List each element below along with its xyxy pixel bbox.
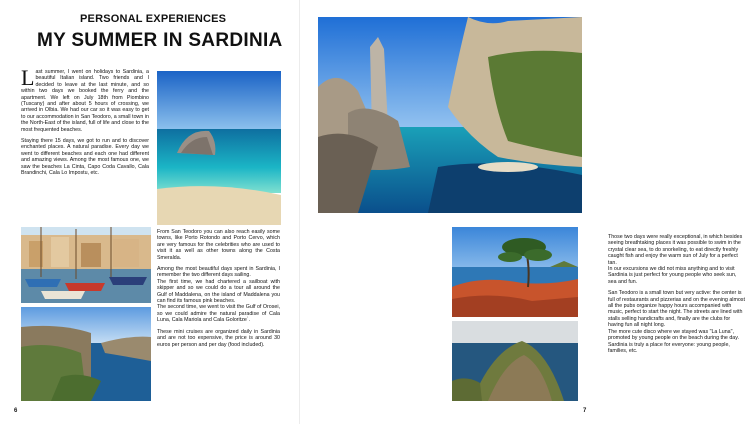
dropcap: L (21, 65, 35, 90)
paragraph: San Teodoro is a small town but very active: the center is full of restaurants and pizzerias and on the evening almost all the pubs organize happy hours accompanied with music, perfect to start the night. The streets are lined with stalls selling handicrafts and, finally are the clubs for having fun all night long. The more cute disco where we stayed was "La Luna", promoted by young people on the beach during the day. Sardinia is truly a place for everyone: young people, families, etc. (608, 290, 745, 354)
right-page (300, 0, 745, 424)
article-column-3 (608, 234, 746, 359)
article-column-1 (21, 65, 149, 182)
paragraph: Those two days were really exceptional, in which besides seeing breathtaking places it was possible to swim in the crystal clear sea, to do snorkeling, to eat directly freshly caught fish and enjoy the warm sun of July for a perfect tan. In our excursions we did not miss anything and to visit Sardinia is just perfect for young people who seek sun, sea and fun. (608, 234, 743, 285)
cove-panorama-photo (318, 17, 582, 213)
rocky-coast-photo (452, 321, 578, 401)
paragraph: ast summer, I went on holidays to Sardinia, a beautiful Italian island. Two friends and I decided to leave at the last minute, and so within two days we booked the ferry and the apartment. We left on July 18th from Piombino (Tuscany) and after about 5 hours of crossing, we arrived in Olbia. We had our car so it was easy to get to our accommodation in San Teodoro, a small town in the North-East of the island, full of life and close to the most frequented beaches. (21, 69, 149, 133)
paragraph: From San Teodoro you can also reach easily some towns, like Porto Rotondo and Porto Cervo, which are very famous for the celebrities who are used to visit it as well as other towns along the Costa Smeralda. (157, 229, 280, 261)
page-number-left: 6 (14, 408, 18, 414)
paragraph: Among the most beautiful days spent in Sardinia, I remember the two different days sailing. The first time, we had chartered a sailboat with skipper and so we could do a tour all around the Gulf of Maddalena, on the island of Maddalena you can find its famous pink beaches. The second time, we went to visit the Gulf of Orosei, so we could admire the natural paradise of Cala Luna, Cala Mariola and Cala Goloritze`. (157, 266, 280, 324)
section-kicker: PERSONAL EXPERIENCES (80, 13, 227, 25)
article-column-2 (157, 229, 280, 353)
harbour-boats-photo (21, 227, 151, 303)
page-number-right: 7 (583, 408, 587, 414)
coastal-cliff-photo (21, 307, 151, 401)
beach-rock-photo (157, 71, 281, 225)
paragraph: These mini cruises are organized daily in Sardinia and are not too expensive, the price is around 30 euros per person and per day (food included). (157, 328, 280, 348)
left-page (0, 0, 300, 424)
paragraph: Staying there 15 days, we got to run and to discover enchanted places. A natural paradise. Every day we went to different beaches and each one had different and amazing views. Among the most famous one, we saw the beaches La Cinta, Capo Coda Cavallo, Cala Brandinchi, Cala Lo Impostu, etc. (21, 138, 149, 177)
article-title: MY SUMMER IN SARDINIA (37, 30, 283, 51)
tree-on-rocks-photo (452, 227, 578, 317)
